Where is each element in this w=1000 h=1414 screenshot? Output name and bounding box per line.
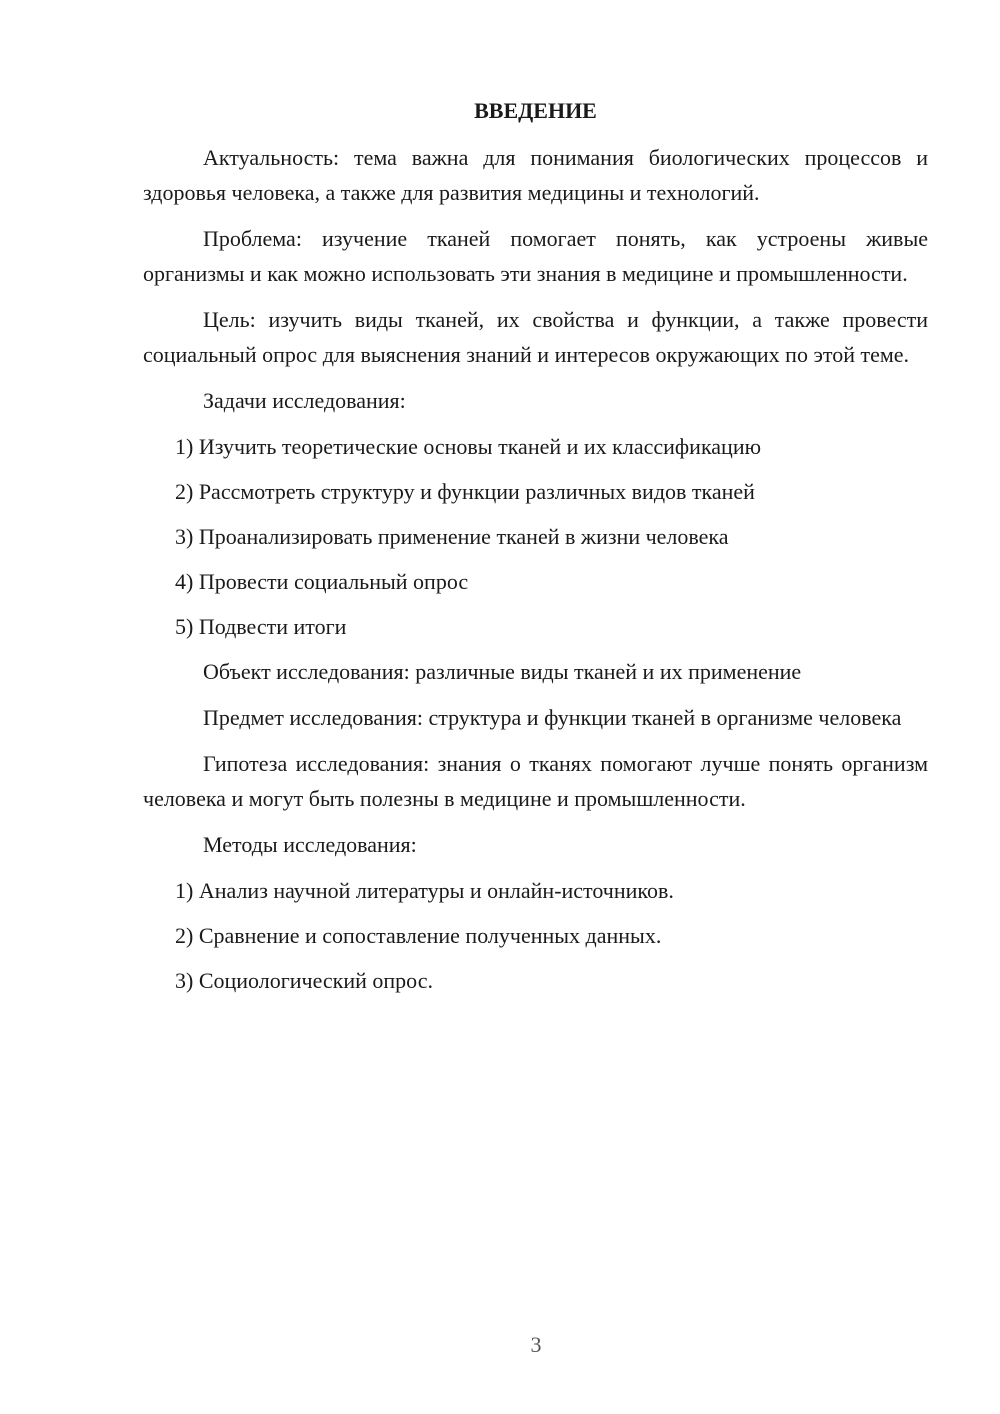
problem-paragraph: Проблема: изучение тканей помогает понять, как устроены живые организмы и как можно использовать эти знания в медицине и промышленности. [143,226,928,286]
task-item: 4) Провести социальный опрос [175,569,469,594]
hypothesis-paragraph: Гипотеза исследования: знания о тканях помогают лучше понять организм человека и могут быть полезны в медицине и промышленности. [143,751,928,811]
page-content [143,96,928,1008]
task-item: 1) Изучить теоретические основы тканей и их классификацию [175,434,762,459]
task-item: 3) Проанализировать применение тканей в жизни человека [175,524,729,549]
object-paragraph: Объект исследования: различные виды тканей и их применение [203,659,802,684]
subject-paragraph: Предмет исследования: структура и функции тканей в организме человека [203,705,902,730]
page-number: 3 [530,1332,542,1357]
goal-paragraph: Цель: изучить виды тканей, их свойства и функции, а также провести социальный опрос для выяснения знаний и интересов окружающих по этой теме. [143,307,928,367]
method-item: 2) Сравнение и сопоставление полученных данных. [175,923,662,948]
method-item: 1) Анализ научной литературы и онлайн-источников. [175,878,674,903]
section-title: ВВЕДЕНИЕ [474,98,597,123]
methods-heading: Методы исследования: [203,832,417,857]
method-item: 3) Социологический опрос. [175,968,433,993]
tasks-heading: Задачи исследования: [203,388,406,413]
task-item: 2) Рассмотреть структуру и функции различных видов тканей [175,479,755,504]
relevance-paragraph: Актуальность: тема важна для понимания биологических процессов и здоровья человека, а также для развития медицины и технологий. [143,145,928,205]
task-item: 5) Подвести итоги [175,614,347,639]
